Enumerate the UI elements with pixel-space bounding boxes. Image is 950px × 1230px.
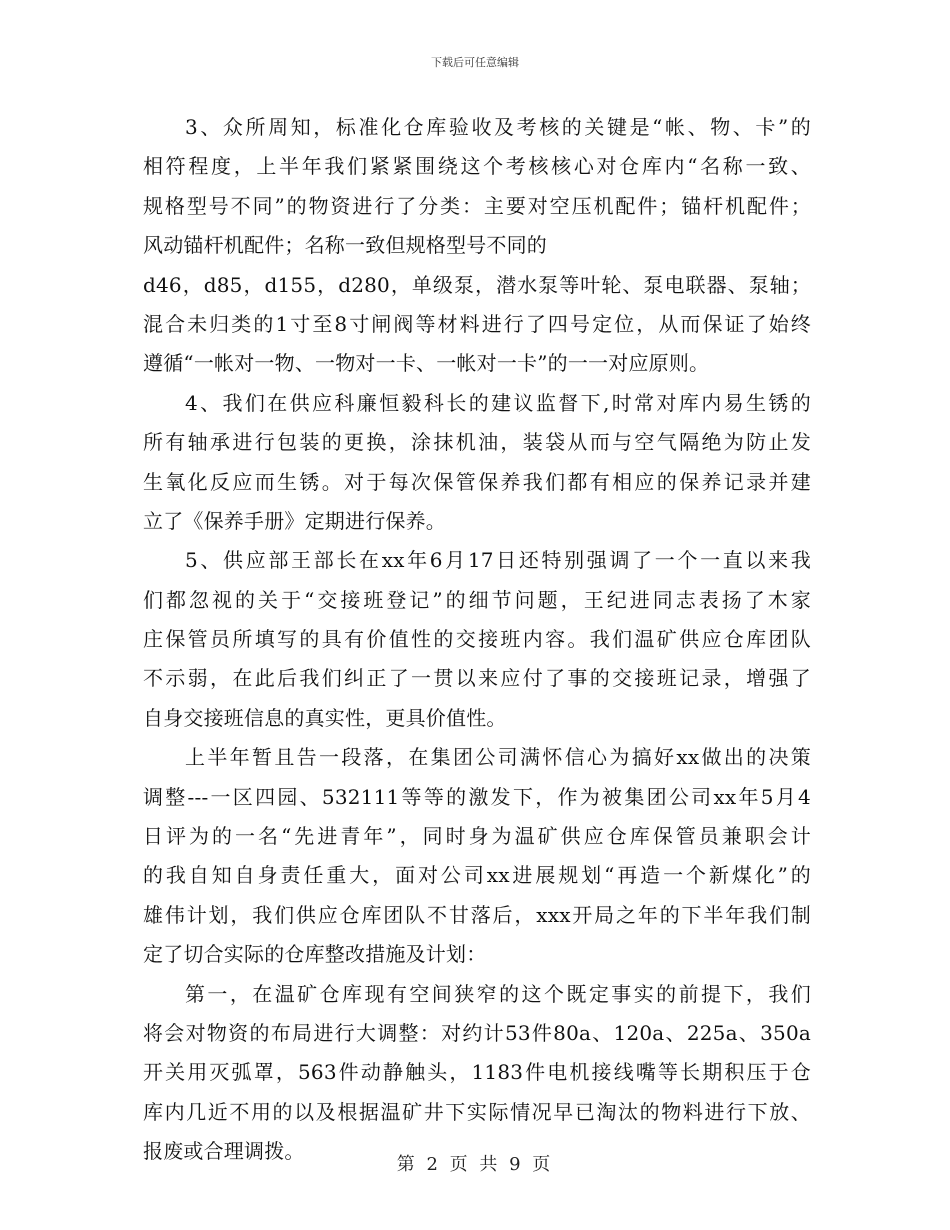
paragraph-line: 遵循“一帐对一物、一物对一卡、一帐对一卡”的一一对应原则。 bbox=[143, 351, 710, 376]
paragraph-line: 混合未归类的1寸至8寸闸阀等材料进行了四号定位，从而保证了始终 bbox=[143, 311, 811, 336]
paragraph-line: 调整---一区四园、532111等等的激发下，作为被集团公司xx年5月4 bbox=[143, 784, 811, 809]
paragraph-line: 所有轴承进行包装的更换，涂抹机油，装袋从而与空气隔绝为防止发 bbox=[143, 430, 811, 455]
paragraph-line: 生氧化反应而生锈。对于每次保管保养我们都有相应的保养记录并建 bbox=[143, 469, 811, 494]
paragraph-line: 日评为的一名“先进青年”，同时身为温矿供应仓库保管员兼职会计 bbox=[143, 824, 811, 849]
paragraph-line: 定了切合实际的仓库整改措施及计划： bbox=[143, 942, 487, 967]
paragraph-line: 规格型号不同”的物资进行了分类：主要对空压机配件；锚杆机配件； bbox=[143, 193, 811, 218]
paragraph-first-line: 上半年暂且告一段落，在集团公司满怀信心为搞好xx做出的决策 bbox=[185, 745, 811, 770]
paragraph-line: 不示弱，在此后我们纠正了一贯以来应付了事的交接班记录，增强了 bbox=[143, 666, 811, 691]
paragraph-line: 风动锚杆机配件；名称一致但规格型号不同的 bbox=[143, 233, 547, 258]
document-body bbox=[143, 108, 811, 1172]
paragraph-line: 立了《保养手册》定期进行保养。 bbox=[143, 508, 446, 533]
paragraph-line: 相符程度，上半年我们紧紧围绕这个考核核心对仓库内“名称一致、 bbox=[143, 154, 811, 179]
paragraph-line: 将会对物资的布局进行大调整：对约计53件80a、120a、225a、350a bbox=[143, 1020, 811, 1045]
paragraph-first-line: 5、供应部王部长在xx年6月17日还特别强调了一个一直以来我 bbox=[185, 548, 811, 573]
paragraph-line: 自身交接班信息的真实性，更具价值性。 bbox=[143, 705, 507, 730]
paragraph-line: 庄保管员所填写的具有价值性的交接班内容。我们温矿供应仓库团队 bbox=[143, 627, 811, 652]
paragraph-first-line: 4、我们在供应科廉恒毅科长的建议监督下,时常对库内易生锈的 bbox=[185, 390, 811, 415]
paragraph-line: d46，d85，d155，d280，单级泵，潜水泵等叶轮、泵电联器、泵轴； bbox=[143, 272, 811, 297]
paragraph-line: 开关用灭弧罩，563件动静触头，1183件电机接线嘴等长期积压于仓 bbox=[143, 1060, 811, 1085]
page-number: 第 2 页 共 9 页 bbox=[396, 1154, 554, 1175]
header-note: 下载后可任意编辑 bbox=[431, 56, 519, 69]
paragraph-first-line: 第一，在温矿仓库现有空间狭窄的这个既定事实的前提下，我们 bbox=[185, 981, 811, 1006]
paragraph-first-line: 3、众所周知，标准化仓库验收及考核的关键是“帐、物、卡”的 bbox=[185, 115, 811, 139]
paragraph-line: 报废或合理调拨。 bbox=[143, 1139, 305, 1164]
paragraph-line: 雄伟计划，我们供应仓库团队不甘落后，xxx开局之年的下半年我们制 bbox=[143, 902, 811, 927]
paragraph-line: 的我自知自身责任重大，面对公司xx进展规划“再造一个新煤化”的 bbox=[143, 863, 811, 888]
paragraph-line: 们都忽视的关于“交接班登记”的细节问题，王纪进同志表扬了木家 bbox=[143, 587, 811, 612]
paragraph-line: 库内几近不用的以及根据温矿井下实际情况早已淘汰的物料进行下放、 bbox=[143, 1099, 811, 1124]
